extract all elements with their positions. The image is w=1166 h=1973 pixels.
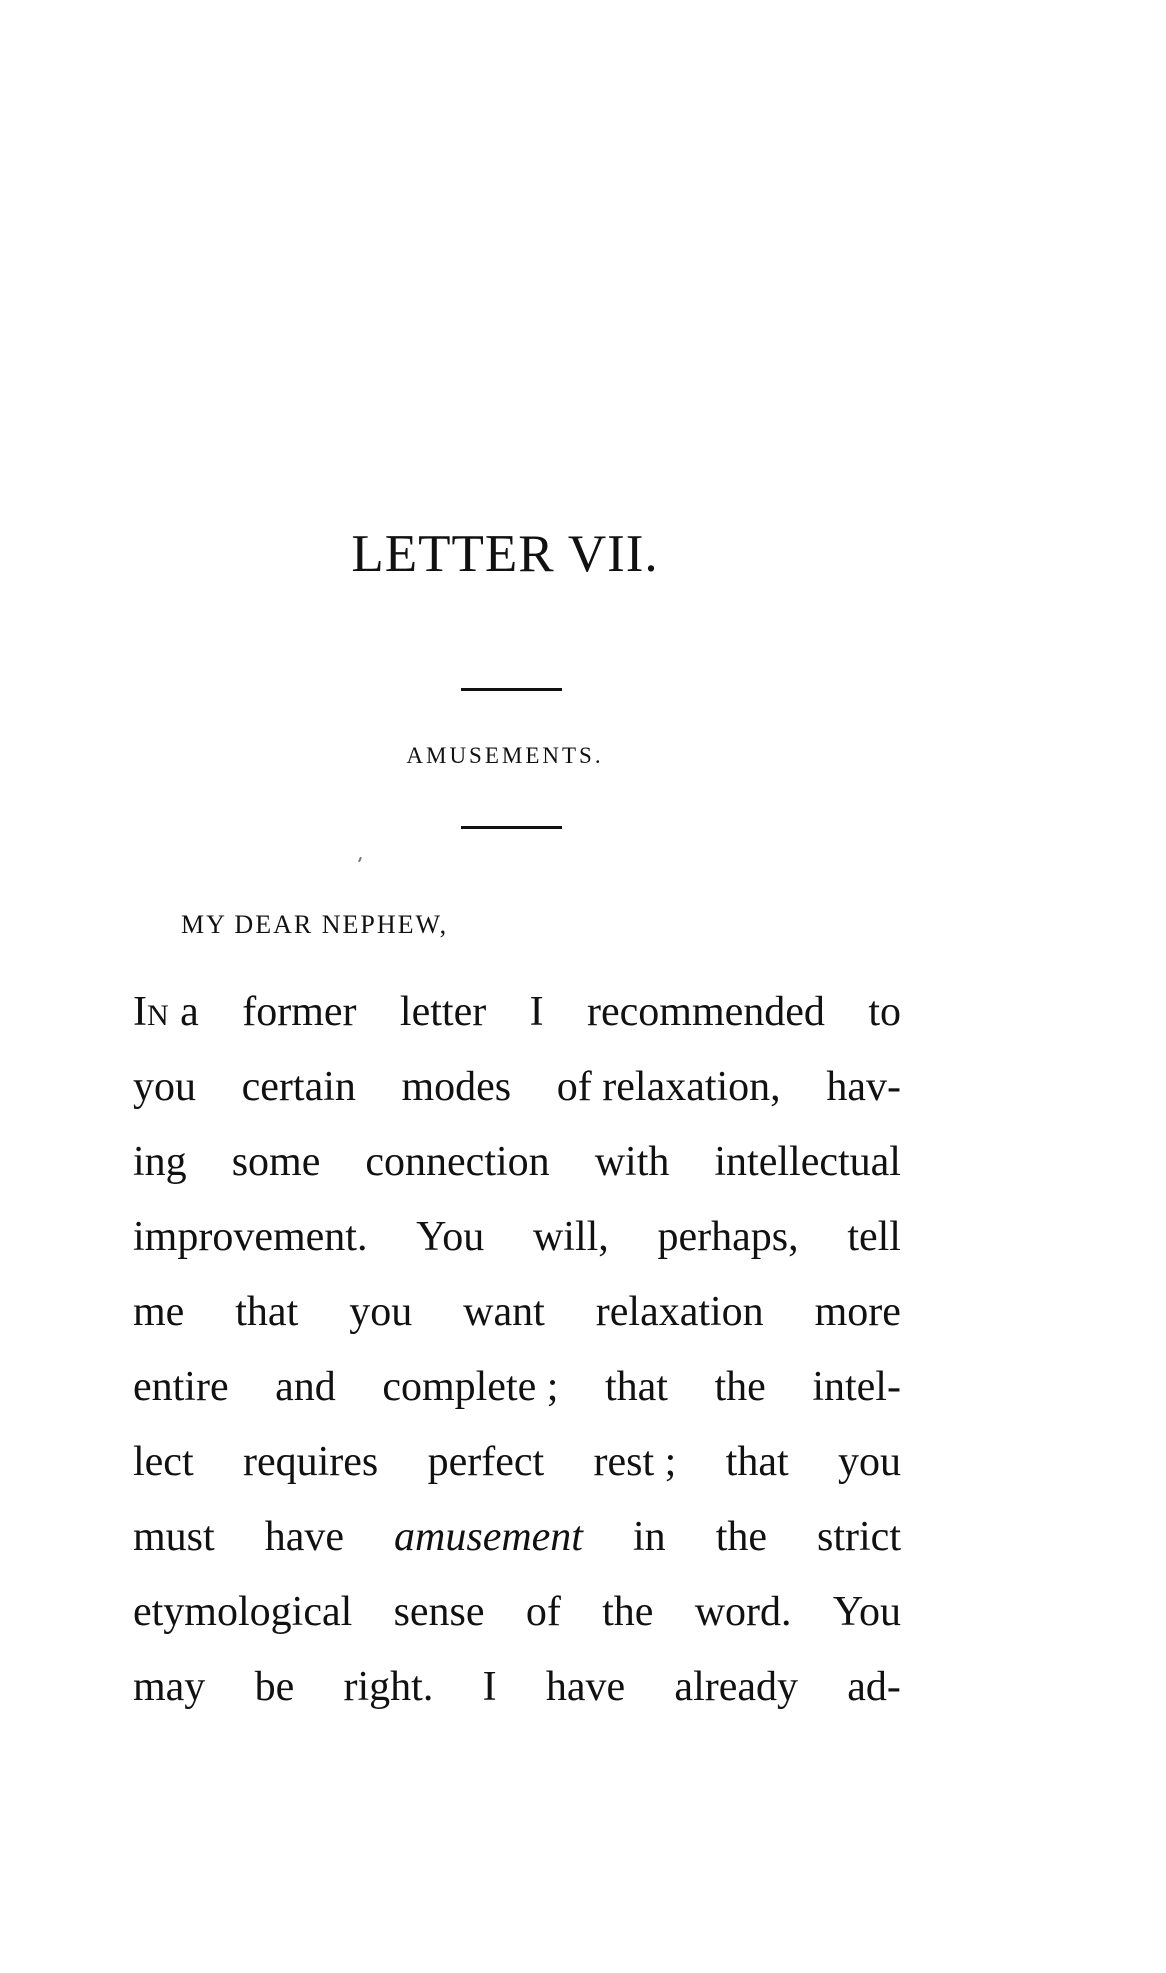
word: I xyxy=(529,989,544,1035)
word: You xyxy=(832,1589,901,1635)
word: that xyxy=(235,1289,299,1335)
word: complete ; xyxy=(382,1364,559,1410)
word: tell xyxy=(847,1214,901,1260)
text-line xyxy=(133,1650,901,1725)
word: former xyxy=(242,989,357,1035)
word: requires xyxy=(242,1439,379,1485)
word: and xyxy=(275,1364,336,1410)
word: entire xyxy=(133,1364,229,1410)
word: have xyxy=(264,1514,344,1560)
salutation: MY DEAR NEPHEW, xyxy=(181,910,449,939)
word: lect xyxy=(133,1439,194,1485)
word: will, xyxy=(532,1214,609,1260)
opening-small-caps: N xyxy=(147,999,170,1032)
word: must xyxy=(133,1514,215,1560)
text-line xyxy=(133,1575,901,1650)
word: the xyxy=(714,1364,766,1410)
word: word. xyxy=(694,1589,792,1635)
word: already xyxy=(674,1664,799,1710)
word: improvement. xyxy=(133,1214,368,1260)
word: right. xyxy=(343,1664,434,1710)
word: recommended xyxy=(587,989,825,1035)
word: in xyxy=(633,1514,666,1560)
word: I xyxy=(482,1664,497,1710)
text-line xyxy=(133,975,901,1050)
word: connection xyxy=(365,1139,550,1185)
text-line xyxy=(133,1500,901,1575)
word: strict xyxy=(817,1514,901,1560)
word: letter xyxy=(399,989,487,1035)
italic-word: amusement xyxy=(394,1514,583,1560)
word: rest ; xyxy=(593,1439,677,1485)
word: relaxation xyxy=(595,1289,764,1335)
word: of xyxy=(525,1589,561,1635)
word: you xyxy=(133,1064,196,1110)
word: you xyxy=(838,1439,901,1485)
word: me xyxy=(133,1289,185,1335)
word: the xyxy=(602,1589,654,1635)
word: of relaxation, xyxy=(556,1064,781,1110)
word: to xyxy=(868,989,901,1035)
opening-words xyxy=(133,975,199,1050)
word: that xyxy=(725,1439,789,1485)
body-text xyxy=(133,975,901,1725)
word: intel- xyxy=(812,1364,901,1410)
word: ad- xyxy=(847,1664,901,1710)
opening-word: a xyxy=(169,989,199,1035)
ink-speck xyxy=(358,857,362,862)
text-line xyxy=(133,1200,901,1275)
word: certain xyxy=(241,1064,356,1110)
opening-initial: I xyxy=(133,989,147,1035)
word: the xyxy=(715,1514,767,1560)
word: some xyxy=(231,1139,321,1185)
word: you xyxy=(349,1289,413,1335)
word: perhaps, xyxy=(657,1214,799,1260)
word: that xyxy=(604,1364,668,1410)
text-line xyxy=(133,1050,901,1125)
text-line xyxy=(133,1350,901,1425)
word: be xyxy=(254,1664,295,1710)
word: more xyxy=(814,1289,901,1335)
word: ing xyxy=(133,1139,187,1185)
letter-subtitle: AMUSEMENTS. xyxy=(406,743,604,768)
word: have xyxy=(545,1664,626,1710)
word: etymological xyxy=(133,1589,353,1635)
word: intellectual xyxy=(714,1139,901,1185)
title-divider-bottom xyxy=(461,826,562,829)
text-line xyxy=(133,1425,901,1500)
word: with xyxy=(594,1139,670,1185)
word: want xyxy=(463,1289,545,1335)
word: modes xyxy=(401,1064,512,1110)
word: sense xyxy=(393,1589,485,1635)
word: perfect xyxy=(427,1439,545,1485)
title-divider-top xyxy=(461,688,562,691)
letter-title: LETTER VII. xyxy=(351,525,659,583)
word: hav- xyxy=(826,1064,901,1110)
text-line xyxy=(133,1125,901,1200)
word: You xyxy=(416,1214,485,1260)
text-line xyxy=(133,1275,901,1350)
word: may xyxy=(133,1664,206,1710)
